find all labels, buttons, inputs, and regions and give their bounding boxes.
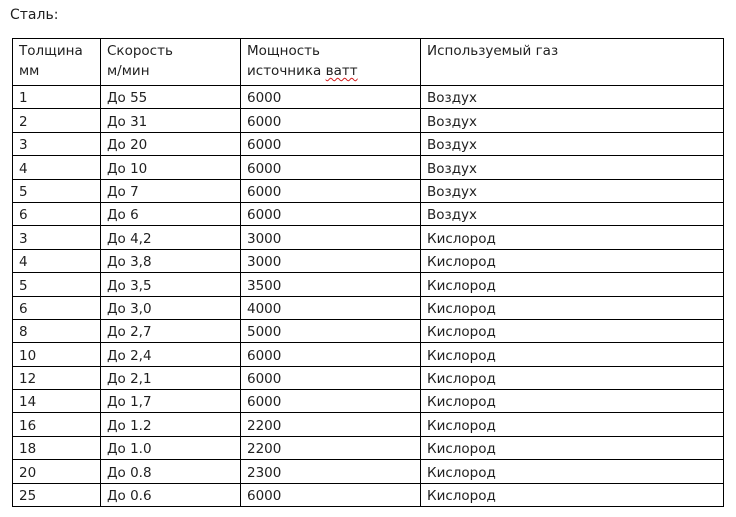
cell-speed: До 6 [101,202,241,225]
cell-gas: Воздух [421,156,724,179]
header-unit: м/мин [107,63,150,79]
cell-thickness: 5 [13,273,101,296]
table-row [13,109,724,132]
table-row [13,226,724,249]
cell-thickness: 20 [13,460,101,483]
cell-power: 6000 [241,156,421,179]
table-header-row [13,39,724,86]
header-unit: мм [19,63,40,79]
cell-thickness: 4 [13,156,101,179]
cell-power: 2200 [241,436,421,459]
table-row [13,343,724,366]
cell-gas: Кислород [421,460,724,483]
table-row [13,319,724,342]
cell-gas: Кислород [421,296,724,319]
cell-thickness: 1 [13,86,101,109]
cell-thickness: 8 [13,319,101,342]
cell-thickness: 18 [13,436,101,459]
cell-gas: Кислород [421,436,724,459]
header-label: Мощность [247,43,320,59]
cell-gas: Воздух [421,202,724,225]
cell-speed: До 1.2 [101,413,241,436]
table-row [13,413,724,436]
cell-power: 5000 [241,319,421,342]
table-row [13,483,724,506]
cell-power: 2300 [241,460,421,483]
header-unit: источника [247,63,326,79]
cell-gas: Кислород [421,390,724,413]
cell-speed: До 1,7 [101,390,241,413]
cell-gas: Кислород [421,249,724,272]
cell-power: 6000 [241,132,421,155]
cell-gas: Воздух [421,109,724,132]
cell-speed: До 3,0 [101,296,241,319]
table-row [13,366,724,389]
table-row [13,436,724,459]
cell-gas: Кислород [421,273,724,296]
table-row [13,202,724,225]
cell-power: 3000 [241,249,421,272]
cell-gas: Воздух [421,179,724,202]
cell-thickness: 4 [13,249,101,272]
cell-thickness: 3 [13,226,101,249]
cell-gas: Кислород [421,413,724,436]
cell-power: 4000 [241,296,421,319]
steel-cutting-table [12,38,724,507]
cell-thickness: 10 [13,343,101,366]
cell-power: 6000 [241,390,421,413]
cell-thickness: 25 [13,483,101,506]
header-cell-speed [101,39,241,86]
table-row [13,460,724,483]
cell-speed: До 10 [101,156,241,179]
cell-gas: Кислород [421,319,724,342]
table-row [13,86,724,109]
cell-power: 2200 [241,413,421,436]
cell-power: 6000 [241,179,421,202]
cell-thickness: 3 [13,132,101,155]
header-label: Используемый газ [427,43,559,59]
table-row [13,273,724,296]
document-caption: Сталь: [10,7,59,23]
cell-gas: Кислород [421,483,724,506]
cell-speed: До 20 [101,132,241,155]
cell-thickness: 5 [13,179,101,202]
table-row [13,390,724,413]
cell-speed: До 31 [101,109,241,132]
table-row [13,249,724,272]
cell-speed: До 2,4 [101,343,241,366]
cell-speed: До 2,1 [101,366,241,389]
cell-thickness: 6 [13,202,101,225]
cell-power: 6000 [241,86,421,109]
header-unit-line [247,61,416,81]
cell-power: 6000 [241,202,421,225]
table-row [13,179,724,202]
header-cell-thickness [13,39,101,86]
cell-power: 3000 [241,226,421,249]
cell-speed: До 4,2 [101,226,241,249]
cell-speed: До 7 [101,179,241,202]
cell-thickness: 16 [13,413,101,436]
cell-speed: До 2,7 [101,319,241,342]
table-row [13,132,724,155]
cell-gas: Воздух [421,132,724,155]
cell-thickness: 12 [13,366,101,389]
cell-thickness: 2 [13,109,101,132]
cell-power: 6000 [241,366,421,389]
cell-power: 6000 [241,343,421,366]
cell-thickness: 14 [13,390,101,413]
header-cell-power [241,39,421,86]
cell-speed: До 0.8 [101,460,241,483]
cell-speed: До 3,5 [101,273,241,296]
cell-power: 3500 [241,273,421,296]
cell-speed: До 55 [101,86,241,109]
header-cell-gas [421,39,724,86]
cell-gas: Кислород [421,366,724,389]
table-row [13,156,724,179]
cell-speed: До 3,8 [101,249,241,272]
table-row [13,296,724,319]
cell-gas: Воздух [421,86,724,109]
cell-gas: Кислород [421,226,724,249]
cell-gas: Кислород [421,343,724,366]
cell-thickness: 6 [13,296,101,319]
spellcheck-flagged-word: ватт [325,63,358,79]
header-label: Толщина [19,43,83,59]
cell-speed: До 1.0 [101,436,241,459]
header-label: Скорость [107,43,173,59]
cell-power: 6000 [241,109,421,132]
cell-speed: До 0.6 [101,483,241,506]
cell-power: 6000 [241,483,421,506]
